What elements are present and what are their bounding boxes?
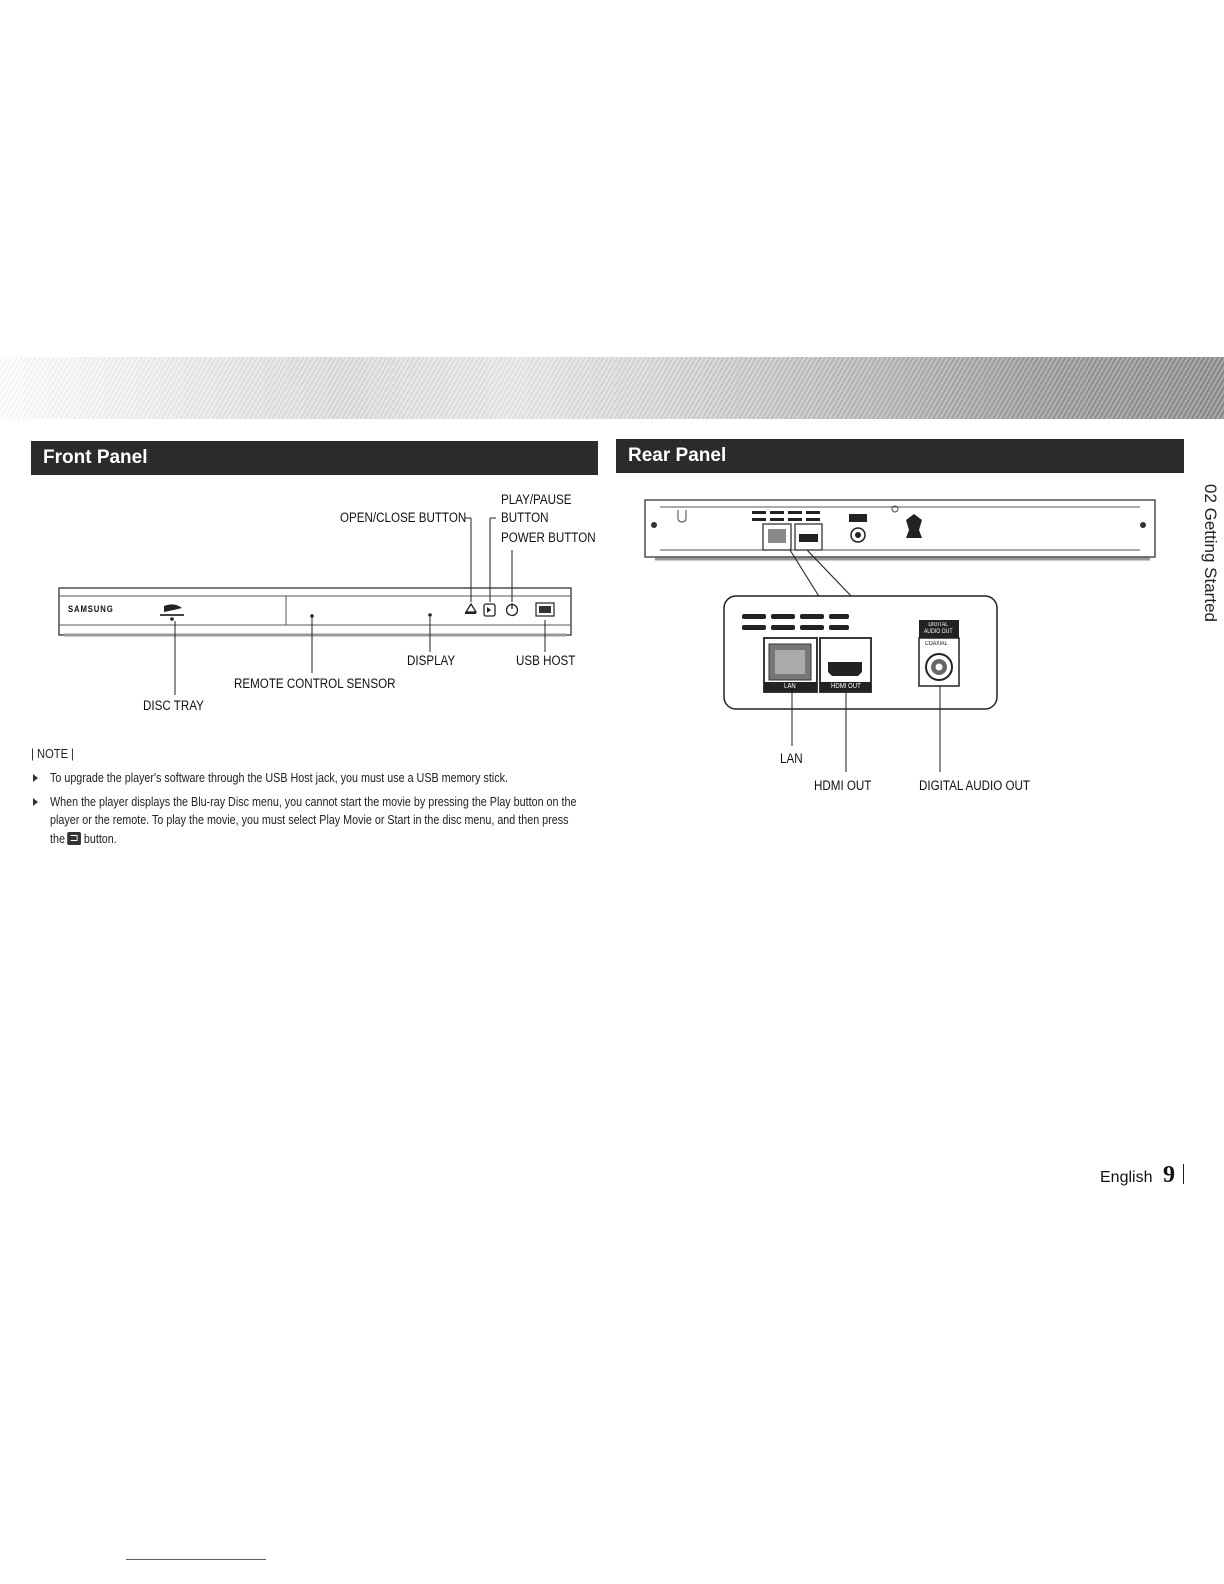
label-disc-tray: DISC TRAY — [143, 698, 204, 713]
note-button-text: button. — [83, 832, 117, 846]
footer-link-line — [126, 1559, 266, 1560]
note-item-1: To upgrade the player's software through the USB Host jack, you must use a USB memory stick. — [50, 771, 508, 785]
footer-divider — [1183, 1164, 1184, 1184]
page-footer — [1100, 1162, 1184, 1189]
chapter-side-tab-text: 02 Getting Started — [1201, 484, 1220, 622]
label-remote-sensor: REMOTE CONTROL SENSOR — [234, 676, 396, 691]
label-lan: LAN — [780, 751, 803, 766]
port-tag-hdmi: HDMI OUT — [831, 683, 861, 690]
label-open-close: OPEN/CLOSE BUTTON — [340, 510, 467, 525]
note-heading: | NOTE | — [31, 746, 75, 761]
note-item-2-line-1: When the player displays the Blu-ray Disc menu, you cannot start the movie by pressing the Play button on the — [50, 795, 577, 809]
note-item-2-line-2: player or the remote. To play the movie, you must select Play Movie or Start in the disc menu, and then press — [50, 813, 569, 827]
footer-language: English — [1100, 1169, 1153, 1186]
label-hdmi-out: HDMI OUT — [814, 778, 872, 793]
label-display: DISPLAY — [407, 653, 456, 668]
front-panel-heading: Front Panel — [31, 441, 598, 475]
chapter-side-tab — [1196, 484, 1224, 624]
label-power-button: POWER BUTTON — [501, 530, 596, 545]
port-tag-digital-audio: DIGITAL AUDIO OUT — [923, 622, 953, 635]
port-tag-lan: LAN — [784, 683, 796, 690]
footer-page-number: 9 — [1162, 1162, 1175, 1188]
note-the-text: the — [50, 832, 65, 846]
label-play-pause: PLAY/PAUSE — [501, 492, 572, 507]
rear-panel-heading: Rear Panel — [616, 439, 1184, 473]
label-button: BUTTON — [501, 510, 549, 525]
label-usb-host: USB HOST — [516, 653, 576, 668]
label-digital-audio-out: DIGITAL AUDIO OUT — [919, 778, 1030, 793]
port-tag-coaxial: COAXIAL — [925, 641, 948, 647]
brand-logo-text: SAMSUNG — [68, 604, 114, 614]
